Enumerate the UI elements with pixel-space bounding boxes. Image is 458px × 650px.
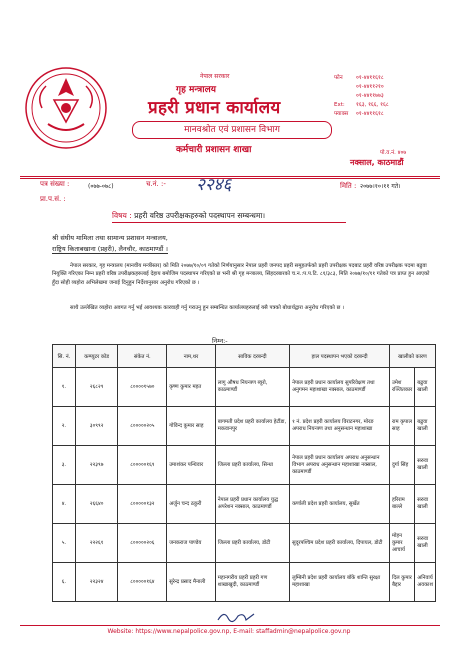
posting-table [52, 344, 436, 602]
contact-label: फ्याक्स [334, 111, 349, 117]
cell-sanket: ८०००००१६४ [118, 563, 167, 602]
cell-name: उमाशंकर पन्थिवार [167, 446, 216, 485]
cell-new-post: १ नं. प्रदेश प्रहरी कार्यालय विराटनगर, मोरङ अपराध नियन्त्रण तथा अनुसन्धान महाशाखा [290, 407, 390, 446]
contact-row [334, 110, 389, 119]
contact-row [334, 92, 389, 101]
office-title: प्रहरी प्रधान कार्यालय [148, 98, 281, 118]
cell-name: जनकराज पाण्डेय [167, 524, 216, 563]
cell-sn: ४. [53, 485, 76, 524]
cell-new-post: सुदूरपश्चिम प्रदेश प्रहरी कार्यालय, दिपायल, डोटी [290, 524, 390, 563]
cell-old-post: महानगरीय प्रहरी प्रहरी गण शाखाखुदी, काठमाण्डौं [215, 563, 289, 602]
date-value: २०७७।१०।११ गते। [360, 183, 401, 190]
list-heading: निम्न:- [212, 337, 228, 345]
cell-sanket: ८०००००१६९ [118, 446, 167, 485]
table-row [53, 563, 436, 602]
department-label: मानवश्रोत एवं प्रशासन विभाग [132, 121, 332, 139]
cell-vacant-name: राम कृपाल साह [389, 407, 414, 446]
cell-sanket: ८०००००२०५ [118, 407, 167, 446]
contact-value: ०१-४४११७७३ [356, 93, 384, 99]
subject-line [112, 211, 265, 221]
ministry-label: गृह मन्त्रालय [176, 85, 216, 95]
table-row [53, 524, 436, 563]
subject-underline [112, 222, 346, 223]
cell-reason: अनिवार्य अवकाश [415, 563, 436, 602]
addressee-line-1: श्री संघीय मामिला तथा सामान्य प्रशासन मन्त्रालय, [52, 234, 168, 242]
addressee-line-2: राष्ट्रिय किताबखाना (प्रहरी), लैनचौर, काठमाण्डौं । [52, 245, 168, 253]
cell-vacant-name: दिल कुमार बैद्दार [389, 563, 414, 602]
col-header-old-post: साविक दरबन्दी [215, 345, 289, 368]
office-address: नक्साल, काठमाडौं [350, 158, 404, 167]
letter-no-value: (०७७-०७८) [88, 183, 114, 190]
table-header-row [53, 345, 436, 368]
cell-name: सुरेन्द्र प्रसाद मैनाली [167, 563, 216, 602]
cell-sn: २. [53, 407, 76, 446]
cell-new-post: कर्णाली प्रदेश प्रहरी कार्यालय, सुर्खेत [290, 485, 390, 524]
cell-name: गोविन्द कुमार साह [167, 407, 216, 446]
table-row [53, 485, 436, 524]
ref-label: प्रा.प.सं. : [40, 195, 66, 203]
contact-row [334, 74, 389, 83]
table-row [53, 446, 436, 485]
contact-value: ०१-४४११२१० [356, 84, 384, 90]
cell-code: २६६४० [75, 485, 118, 524]
government-label: नेपाल सरकार [200, 73, 230, 80]
cell-old-post: बागमती प्रदेश प्रहरी कार्यालय हेटौंडा, मकवानपुर [215, 407, 289, 446]
contact-label: Ext: [334, 102, 345, 108]
cell-reason: सरुवा खाली [415, 485, 436, 524]
cell-code: २६८२९ [75, 368, 118, 407]
body-paragraph-2: साथै उल्लेखित व्यहोरा अवगत गर्नु भई आवश्यक कारवाही गर्नु गराउनु हुन सम्बन्धित कार्यालयहरुलाई यसै पत्रको बोधार्थद्वारा अनुरोध गरिएको छ । [70, 305, 344, 311]
chalan-number: २२४६ [196, 175, 232, 195]
cell-reason: बढुवा खाली [415, 407, 436, 446]
cell-sanket: ८००००१५७० [118, 368, 167, 407]
section-label: कर्मचारी प्रशासन शाखा [176, 145, 252, 155]
table-row [53, 407, 436, 446]
contact-label: फोन [334, 75, 343, 81]
contact-block [334, 74, 389, 119]
col-header-sn: सि. नं. [53, 345, 76, 368]
cell-code: २२३९७ [75, 446, 118, 485]
letter-no-label: पत्र संख्या : [40, 180, 70, 188]
contact-label [334, 83, 356, 92]
contact-value: ०१-४४११६१८ [356, 75, 384, 81]
date-label: मिति : [340, 182, 357, 190]
cell-new-post: नेपाल प्रहरी प्रधान कार्यालय अपराध अनुसन्धान विभाग अपराध अनुसन्धान महाशाखा नक्साल, काठमाण्डौं [290, 446, 390, 485]
cell-code: ३०९९२ [75, 407, 118, 446]
contact-value: ०१-४४११६१८ [356, 111, 384, 117]
signature-mark [216, 608, 256, 624]
cell-name: कृष्ण कुमार महत [167, 368, 216, 407]
contact-row [334, 101, 389, 110]
contact-label [334, 92, 356, 101]
contact-row [334, 83, 389, 92]
col-header-name: नाम,थर [167, 345, 216, 368]
chalan-label: च.नं. :- [146, 180, 166, 188]
cell-code: २२३२४ [75, 563, 118, 602]
subject-text: प्रहरी वरिष्ठ उपरीक्षकहरुको पदस्थापन सम्बन्धमा। [134, 211, 266, 220]
cell-code: २२२६१ [75, 524, 118, 563]
cell-sanket: ८०००००१३२ [118, 485, 167, 524]
cell-name: अर्जुन चन्द ठकुरी [167, 485, 216, 524]
cell-vacant-name: उमेश रञ्जितकार [389, 368, 414, 407]
cell-reason: सरुवा खाली [415, 524, 436, 563]
contact-value: १६३, १६६, १६८ [356, 102, 389, 108]
col-header-vacancy-reason: खालीको कारण [389, 345, 435, 368]
cell-vacant-name: मोहन कुमार आचार्य [389, 524, 414, 563]
cell-reason: बढुवा खाली [415, 368, 436, 407]
cell-sanket: ८०००००२०६ [118, 524, 167, 563]
col-header-sanket: संकेत नं. [118, 345, 167, 368]
body-paragraph-1: नेपाल सरकार, गृह मन्त्रालय (मानवीय मन्त्रीस्तर) को मिति २०७७/१०/०९ गतेको निर्णयानुसार नेपाल प्रहरी जनपद प्रहरी समूहतर्फको प्रहरी उपरीक्षक पदबाट प्रहरी वरिष्ठ उपरीक्षक पदमा बढुवा नियुक्ति गरिएका निम्न प्रहरी वरिष्ठ उपरीक्षकहरुलाई देहाय बमोजिम पदस्थापन गरिएको छ भनी श्री गृह मन्त्रालय, सिंहदरबारको च.न.:प.प.टि. ८१/३८३, मिति २०७७/१०/११ गतेको पत्र प्राप्त हुन आएको हुँदा सोही व्यहोरा अभिलेखमा जनाई दिनुहुन निर्देशानुसार अनुरोध गरिएको छ । [52, 263, 430, 286]
footer-divider [20, 625, 440, 626]
cell-old-post: नेपाल प्रहरी प्रधान कार्यालय युद्ध अपरेशन नक्साल, काठमाण्डौं [215, 485, 289, 524]
cell-reason: सरुवा खाली [415, 446, 436, 485]
cell-old-post: जिल्ला प्रहरी कार्यालय, डोटी [215, 524, 289, 563]
subject-label: विषय : [112, 211, 132, 220]
cell-sn: ५. [53, 524, 76, 563]
cell-sn: १. [53, 368, 76, 407]
cell-sn: ६. [53, 563, 76, 602]
col-header-new-post: हाल पदस्थापन भएको दरबन्दी [290, 345, 390, 368]
po-box: पो.व.नं. ४०७ [380, 150, 407, 156]
cell-vacant-name: हरिराम बाल्ले [389, 485, 414, 524]
cell-new-post: नेपाल प्रहरी प्रधान कार्यालय सुपरिवेक्षण तथा अनुगमन महाशाखा नक्साल, काठमाण्डौं [290, 368, 390, 407]
cell-old-post: जिल्ला प्रहरी कार्यालय, सिन्धा [215, 446, 289, 485]
cell-vacant-name: दुर्गा सिंह [389, 446, 414, 485]
cell-new-post: लुम्बिनी प्रदेश प्रहरी कार्यालय बाँके शान्ति सुरक्षा महाशाखा [290, 563, 390, 602]
footer-contact: Website: https://www.nepalpolice.gov.np, E-mail: staffadmin@nepalpolice.gov.np [107, 628, 351, 635]
nepal-police-emblem-icon [24, 66, 108, 150]
cell-old-post: लागु औषध नियन्त्रण ब्यूरो, काठमाण्डौं [215, 368, 289, 407]
cell-sn: ३. [53, 446, 76, 485]
table-row [53, 368, 436, 407]
col-header-code: कम्प्युटर कोड [75, 345, 118, 368]
